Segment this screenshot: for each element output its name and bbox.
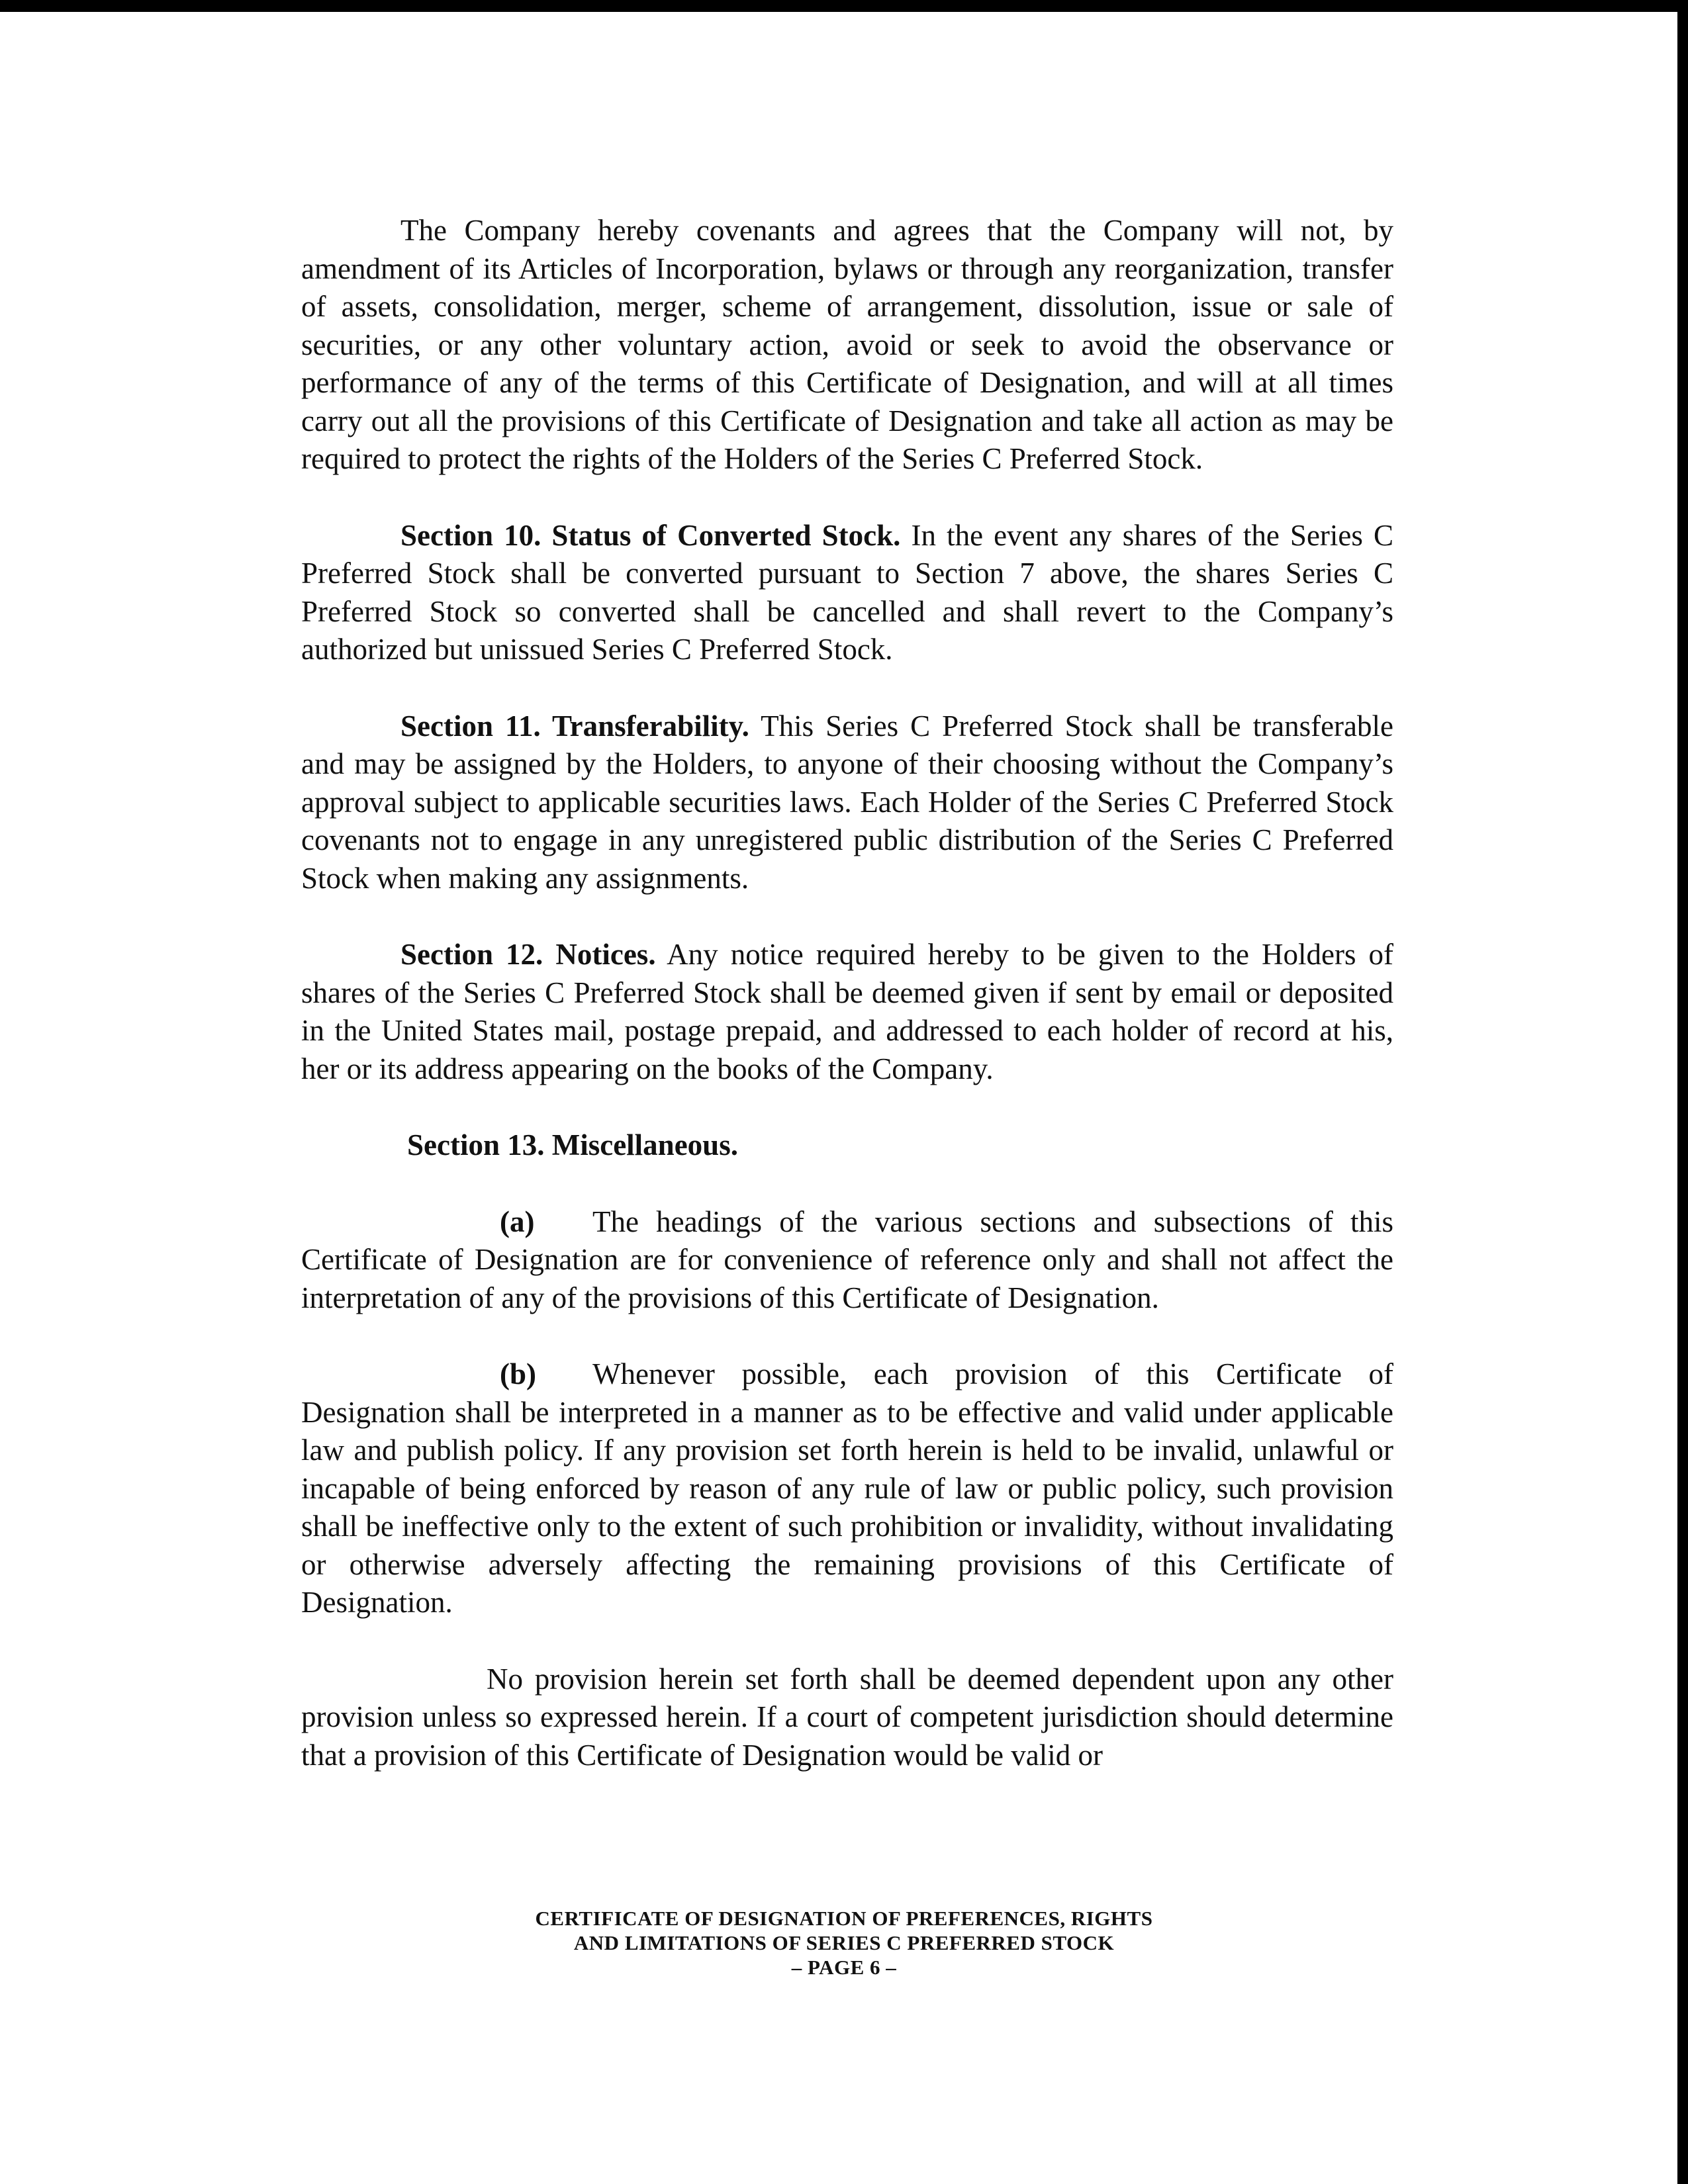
- footer-page-number: – PAGE 6 –: [791, 1956, 897, 1979]
- subsection-b-body: Whenever possible, each provision of this Certificate of Designation shall be interpreted in a manner as to be effective and valid under applicable law and publish policy. If any provision set forth herein is held to be invalid, unlawful or incapable of being enforced by reason of any rule of law or public policy, such provision shall be ineffective only to the extent of such prohibition or invalidity, without invalidating or otherwise adversely affecting the remaining provisions of this Certificate of Designation.: [301, 1357, 1393, 1619]
- subsection-b: [301, 1355, 1393, 1622]
- section-11-heading: Section 11. Transferability.: [400, 709, 749, 743]
- section-10-body: In the event any shares of the Series C Preferred Stock shall be converted pursuant to Section 7 above, the shares Series C Preferred Stock so converted shall be cancelled and shall revert to the Company’s authorized but unissued Series C Preferred Stock.: [301, 518, 1393, 666]
- subsection-a-body: The headings of the various sections and subsections of this Certificate of Designation are for convenience of reference only and shall not affect the interpretation of any of the provisions of this Certificate of Designation.: [301, 1205, 1393, 1314]
- section-10: [301, 517, 1393, 669]
- document-page: [301, 212, 1393, 1774]
- section-11: [301, 707, 1393, 898]
- section-10-heading: Section 10. Status of Converted Stock.: [400, 518, 901, 552]
- footer-title-line-1: CERTIFICATE OF DESIGNATION OF PREFERENCES, RIGHTS: [535, 1907, 1153, 1930]
- scan-border-right: [1677, 0, 1688, 2184]
- page-footer: [0, 1906, 1688, 1979]
- section-12: [301, 936, 1393, 1088]
- section-13-heading: Section 13. Miscellaneous.: [407, 1128, 738, 1161]
- section-12-body: Any notice required hereby to be given to the Holders of shares of the Series C Preferred Stock shall be deemed given if sent by email or deposited in the United States mail, postage prepaid, and addressed to each holder of record at his, her or its address appearing on the books of the Company.: [301, 938, 1394, 1085]
- footer-title-line-2: AND LIMITATIONS OF SERIES C PREFERRED STOCK: [573, 1931, 1115, 1954]
- subsection-a-label: (a): [500, 1205, 535, 1238]
- subsection-a: [301, 1203, 1393, 1318]
- scan-border-top: [0, 0, 1688, 12]
- closing-paragraph: No provision herein set forth shall be deemed dependent upon any other provision unless so expressed herein. If a court of competent jurisdiction should determine that a provision of this Certificate of Designation would be valid or: [301, 1662, 1393, 1772]
- subsection-b-label: (b): [500, 1357, 536, 1390]
- section-12-heading: Section 12. Notices.: [400, 938, 656, 971]
- intro-paragraph: The Company hereby covenants and agrees that the Company will not, by amendment of its Articles of Incorporation, bylaws or through any reorganization, transfer of assets, consolidation, merger, scheme of arrangement, dissolution, issue or sale of securities, or any other voluntary action, avoid or seek to avoid the observance or performance of any of the terms of this Certificate of Designation, and will at all times carry out all the provisions of this Certificate of Designation and take all action as may be required to protect the rights of the Holders of the Series C Preferred Stock.: [301, 214, 1393, 475]
- section-11-body: This Series C Preferred Stock shall be transferable and may be assigned by the Holders, to anyone of their choosing without the Company’s approval subject to applicable securities laws. Each Holder of the Series C Preferred Stock covenants not to engage in any unregistered public distribution of the Series C Preferred Stock when making any assignments.: [301, 709, 1393, 895]
